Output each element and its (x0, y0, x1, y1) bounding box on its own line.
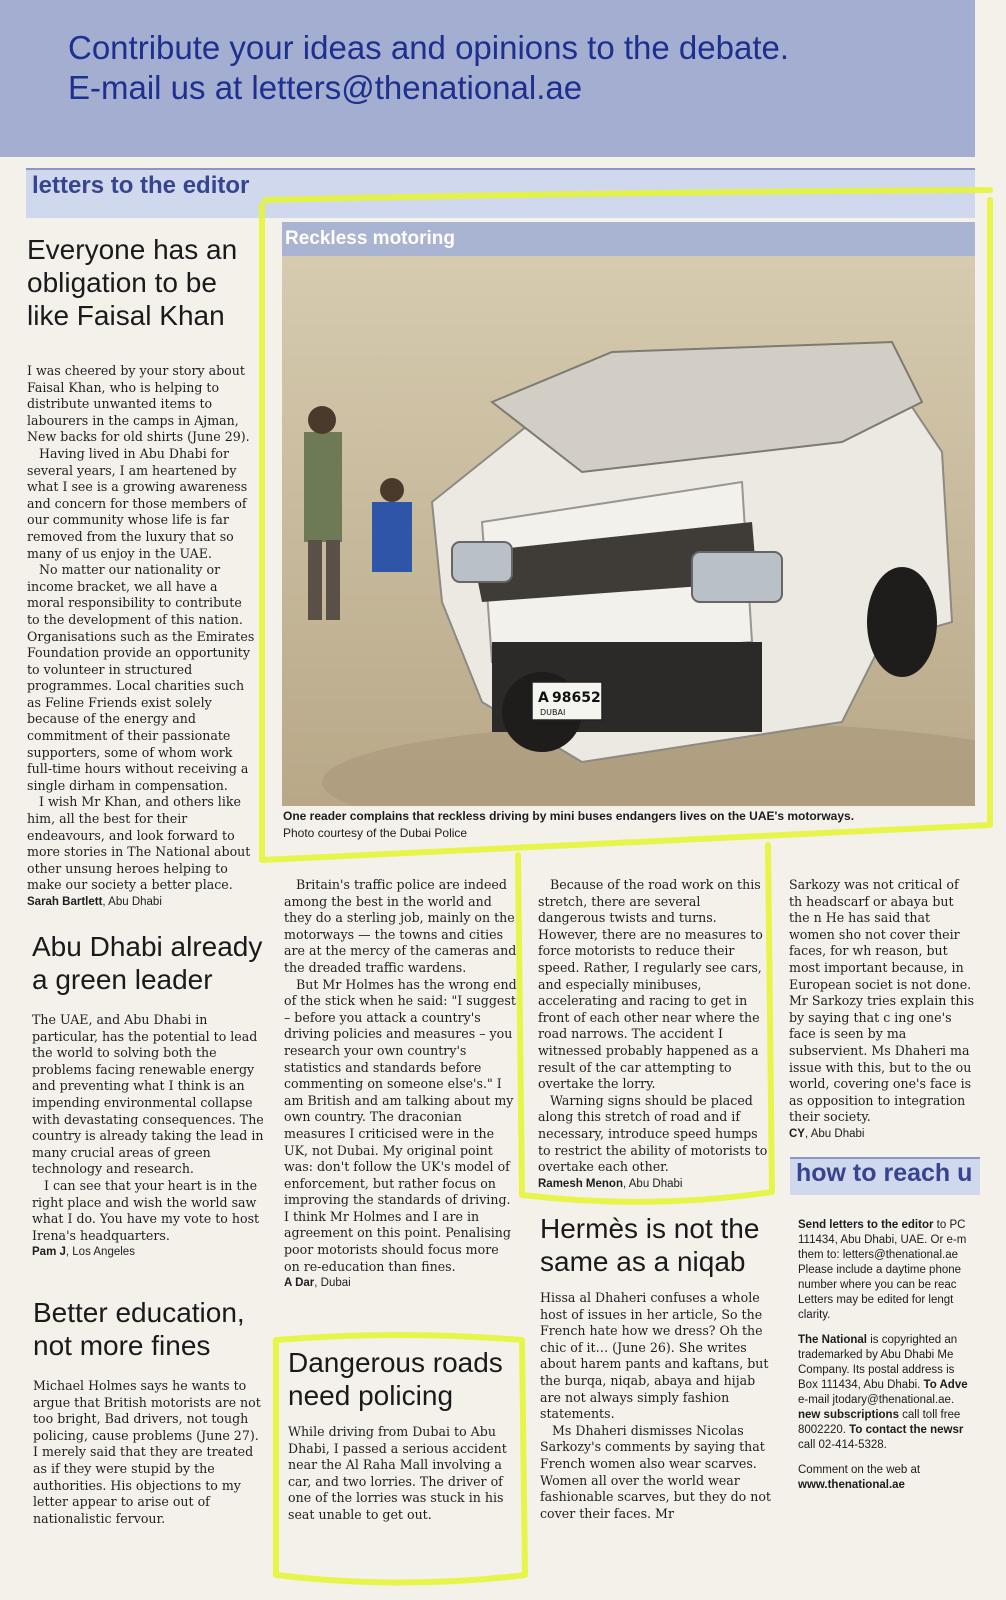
person-2 (372, 502, 412, 572)
photo-caption: One reader complains that reckless driving by mini buses endangers lives on the UAE's motorways. Photo courtesy of the Dubai Police (283, 809, 855, 840)
reach-info: Send letters to the editor to PC 111434, Abu Dhabi, UAE. Or e-m them to: letters@thenational.ae Please include a daytime phone number where you can be reac Letters may be edited for lengt clarity. The National is copyrighted an trademarked by Abu Dhabi Me Company. Its postal address is Box 111434, Abu Dhabi. To Adve e-mail jtodary@thenational.ae. new subscriptions call toll free 8002220. To contact the newsr call 02-414-5328. Comment on the web at www.thenational.ae (798, 1219, 968, 1491)
reach-title: how to reach u (796, 1159, 973, 1187)
svg-text:DUBAI: DUBAI (540, 708, 566, 717)
license-plate (532, 682, 602, 720)
letter-body-faisal: I was cheered by your story about Faisal Khan, who is helping to distribute unwanted items to labourers in the camps in Ajman, New backs for old shirts (June 29). Having lived in Abu Dhabi for several years, I am heartened by what I see is a growing awareness and concern for those members of our community whose life is far removed from the luxury that so many of us enjoy in the UAE. No matter our nationality or income bracket, we all have a moral responsibility to contribute to the development of this nation. Organisations such as the Emirates Foundation provide an opportunity to volunteer in structured programmes. Local charities such as Feline Friends exist solely because of the energy and commitment of their passionate supporters, some of whom work full-time hours without receiving a single dirham in compensation. I wish Mr Khan, and others like him, all the best for their endeavours, and look forward to more stories in The National about other unsung heroes helping to make our society a better place. Sarah Bartlett, Abu Dhabi (27, 363, 257, 910)
banner-line-1: Contribute your ideas and opinions to the debate. (68, 29, 790, 66)
section-title: letters to the editor (32, 172, 250, 199)
signature-education: A Dar, Dubai (284, 1277, 351, 1290)
letter-body-hermes-part2: Sarkozy was not critical of th headscarf or abaya but the n He has said that women sho not cover their faces, for wh reason, but most important because, in European societ is not done. Mr Sarkozy tries explain this by saying that c ing one's face is seen by ma subservient. Ms Dhaheri ma issue with this, but to the ou world, covering one's face is as opposition to integration their society. CY, Abu Dhabi (789, 877, 975, 1140)
letter-body-roads-part2: Because of the road work on this stretch, there are several dangerous twists and turns. However, there are no measures to force motorists to reduce their speed. Rather, I regularly see cars, and especially minibuses, accelerating and racing to get in front of each other near where the road narrows. The accident I witnessed probably happened as a result of the car attempting to overtake the lorry. Warning signs should be placed along this stretch of road and if necessary, introduce speed humps to restrict the ability of motorists to overtake each other. Ramesh Menon, Abu Dhabi (538, 877, 770, 1192)
person-1 (304, 432, 342, 542)
letter-body-green: The UAE, and Abu Dhabi in particular, has the potential to lead the world to solving both the problems facing renewable energy and preventing what I think is an impending environmental collapse with devastating consequences. The country is already taking the lead in many crucial areas of green technology and research. I can see that your heart is in the right place and wish the world saw what I do. You have my vote to host Irena's headquarters. Pam J, Los Angeles (32, 1012, 264, 1259)
headline-green: Abu Dhabi already a green leader (32, 931, 263, 995)
letter-body-hermes-part1: Hissa al Dhaheri confuses a whole host of issues in her article, So the French hate how we dress? Oh the chic of it… (June 26). She writes about harem pants and kaftans, but the burqa, niqab, abaya and hijab are not always simply fashion statements. Ms Dhaheri dismisses Nicolas Sarkozy's comments by saying that French women also wear scarves. Women all over the world wear fashionable scarves, but they do not cover their faces. Mr (540, 1290, 771, 1521)
signature-hermes: CY, Abu Dhabi (789, 1127, 865, 1140)
headline-faisal: Everyone has an obligation to be like Faisal Khan (27, 234, 238, 331)
signature-faisal: Sarah Bartlett, Abu Dhabi (27, 896, 162, 908)
headline-roads: Dangerous roads need policing (288, 1347, 503, 1411)
accident-photo (282, 222, 975, 806)
letter-body-education-part1: Michael Holmes says he wants to argue that British motorists are not too bright, Bad drivers, not tough policing, cause problems (June 27). I merely said that they are treated as if they were stupid by the authorities. His objections to my letter appear to arise out of nationalistic fervour. (33, 1378, 261, 1526)
banner-line-2: E-mail us at letters@thenational.ae (68, 69, 583, 106)
letter-body-education-part2: Britain's traffic police are indeed among the best in the world and they do a sterling job, mainly on the motorways — the towns and cities are at the mercy of the cameras and the dreaded traffic wardens. But Mr Holmes has the wrong end of the stick when he said: "I suggest – before you attack a country's driving policies and measures – you research your own country's statistics and standards before commenting on someone else's." I am British and am talking about my own country. The draconian measures I criticised were in the UK, not Dubai. My original point was: don't follow the UK's model of enforcement, but rather focus on improving the standards of driving. I think Mr Holmes and I are in agreement on this point. Penalising poor motorists should focus more on re-education than fines. A Dar, Dubai (284, 877, 517, 1290)
svg-text:A: A (538, 690, 549, 706)
photo-label: Reckless motoring (285, 228, 455, 249)
svg-text:98652: 98652 (552, 690, 601, 706)
letter-body-roads-part1: While driving from Dubai to Abu Dhabi, I passed a serious accident near the Al Raha Mall involving a car, and two lorries. The driver of one of the lorries was stuck in his seat unable to get out. (288, 1424, 507, 1522)
headline-education: Better education, not more fines (33, 1297, 245, 1361)
signature-roads: Ramesh Menon, Abu Dhabi (538, 1177, 683, 1190)
signature-green: Pam J, Los Angeles (32, 1246, 135, 1259)
headline-hermes: Hermès is not the same as a niqab (540, 1213, 760, 1277)
photo-illustration (282, 222, 975, 806)
